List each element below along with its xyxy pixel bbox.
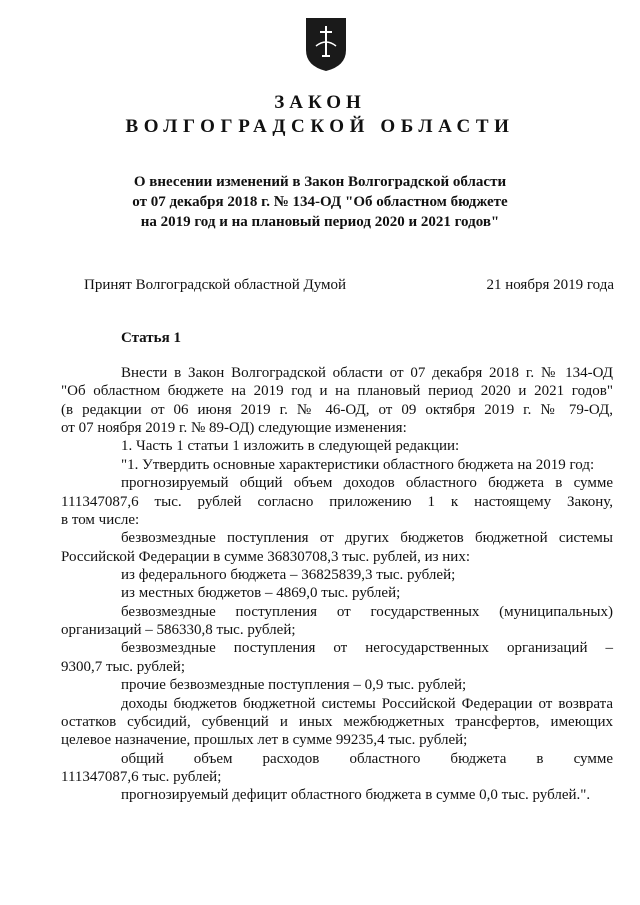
article-text-line: из федерального бюджета – 36825839,3 тыс. рублей;	[121, 567, 456, 583]
article-text-line: 1. Часть 1 статьи 1 изложить в следующей редакции:	[121, 438, 460, 454]
article-text-line: 111347087,6 тыс. рублей согласно приложению 1 к настоящему Закону,	[61, 494, 613, 510]
law-subtitle-line: от 07 декабря 2018 г. № 134-ОД "Об областном бюджете	[132, 194, 508, 210]
law-subtitle-line: на 2019 год и на плановый период 2020 и 2021 годов"	[140, 214, 500, 230]
adoption-date: 21 ноября 2019 года	[486, 277, 614, 293]
document-type-heading: ЗАКОН	[274, 92, 366, 113]
article-text-line: "1. Утвердить основные характеристики областного бюджета на 2019 год:	[121, 457, 595, 473]
adopted-by: Принят Волгоградской областной Думой	[84, 277, 347, 293]
article-text-line: остатков субсидий, субвенций и иных межбюджетных трансфертов, имеющих	[61, 714, 613, 730]
article-text-line: доходы бюджетов бюджетной системы Российской Федерации от возврата	[121, 696, 613, 712]
article-title: Статья 1	[121, 330, 181, 346]
article-text-line: Российской Федерации в сумме 36830708,3 тыс. рублей, из них:	[61, 549, 470, 565]
coat-of-arms-icon	[302, 16, 350, 72]
article-text-line: от 07 ноября 2019 г. № 89-ОД) следующие изменения:	[61, 420, 407, 436]
article-text-line: из местных бюджетов – 4869,0 тыс. рублей;	[121, 585, 401, 601]
article-text-line: прочие безвозмездные поступления – 0,9 тыс. рублей;	[121, 677, 467, 693]
article-text-line: прогнозируемый общий объем доходов областного бюджета в сумме	[121, 475, 613, 491]
article-text-line: "Об областном бюджете на 2019 год и на плановый период 2020 и 2021 годов"	[61, 383, 613, 399]
article-text-line: (в редакции от 06 июня 2019 г. № 46-ОД, от 09 октября 2019 г. № 79-ОД,	[61, 402, 613, 418]
article-text-line: Внести в Закон Волгоградской области от 07 декабря 2018 г. № 134-ОД	[121, 365, 613, 381]
article-text-line: в том числе:	[61, 512, 140, 528]
article-text-line: прогнозируемый дефицит областного бюджета в сумме 0,0 тыс. рублей.".	[121, 787, 591, 803]
region-heading: ВОЛГОГРАДСКОЙ ОБЛАСТИ	[125, 116, 515, 137]
article-text-line: безвозмездные поступления от других бюджетов бюджетной системы	[121, 530, 613, 546]
article-text-line: безвозмездные поступления от негосударственных организаций –	[121, 640, 613, 656]
article-text-line: общий объем расходов областного бюджета в сумме	[121, 751, 613, 767]
article-text-line: 111347087,6 тыс. рублей;	[61, 769, 222, 785]
article-text-line: целевое назначение, прошлых лет в сумме 99235,4 тыс. рублей;	[61, 732, 468, 748]
adoption-line	[84, 277, 614, 294]
article-text-line: 9300,7 тыс. рублей;	[61, 659, 185, 675]
article-text-line: организаций – 586330,8 тыс. рублей;	[61, 622, 296, 638]
article-text-line: безвозмездные поступления от государственных (муниципальных)	[121, 604, 613, 620]
law-subtitle-line: О внесении изменений в Закон Волгоградской области	[133, 174, 507, 190]
